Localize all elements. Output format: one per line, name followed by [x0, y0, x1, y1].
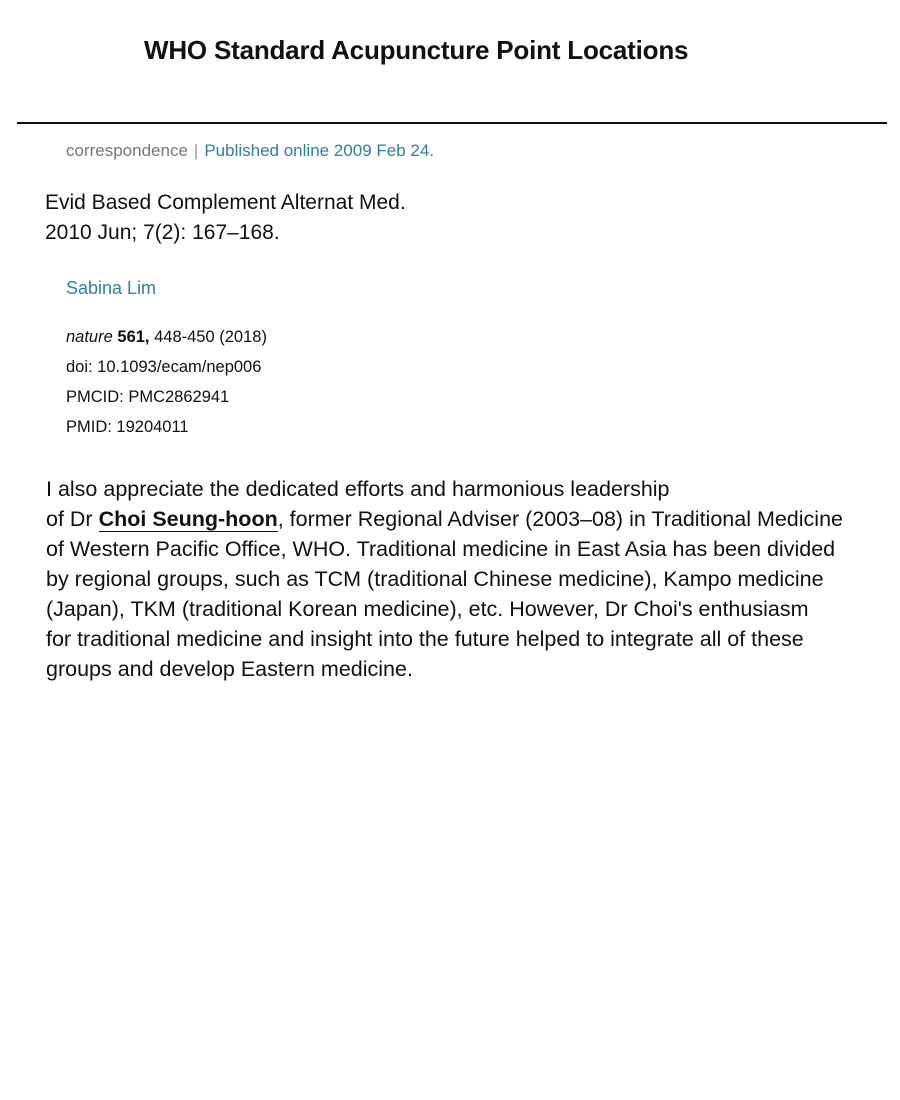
doi-text: doi: 10.1093/ecam/nep006 — [66, 358, 262, 376]
journal-issue: 2010 Jun; 7(2): 167–168. — [45, 221, 280, 244]
person-name-link[interactable]: Choi Seung-hoon — [98, 507, 278, 531]
journal-name: Evid Based Complement Alternat Med. — [45, 191, 406, 214]
header-divider — [17, 122, 887, 124]
body-paragraph — [46, 474, 856, 684]
author-link[interactable]: Sabina Lim — [66, 278, 157, 298]
citation-journal: nature — [66, 328, 113, 346]
body-line-suffix: , former Regional Adviser (2003–08) in Traditional Medicine — [277, 507, 843, 531]
body-line: for traditional medicine and insight into the future helped to integrate all of these — [46, 627, 804, 651]
body-line: by regional groups, such as TCM (traditional Chinese medicine), Kampo medicine — [46, 567, 824, 591]
citation-line — [66, 322, 267, 352]
citation-pages: 448-450 (2018) — [154, 328, 267, 346]
journal-citation — [45, 188, 406, 248]
body-line: (Japan), TKM (traditional Korean medicine), etc. However, Dr Choi's enthusiasm — [46, 597, 809, 621]
publication-date-link[interactable]: Published online 2009 Feb 24. — [204, 141, 435, 160]
body-line: I also appreciate the dedicated efforts and harmonious leadership — [46, 477, 670, 501]
article-type-label: correspondence — [66, 141, 188, 160]
article-meta — [66, 139, 434, 163]
body-line: groups and develop Eastern medicine. — [46, 657, 413, 681]
citation-volume: 561, — [117, 328, 150, 346]
body-line — [46, 504, 856, 534]
page-title: WHO Standard Acupuncture Point Locations — [144, 35, 689, 66]
article-identifiers — [66, 322, 267, 442]
body-line: of Western Pacific Office, WHO. Traditional medicine in East Asia has been divided — [46, 537, 836, 561]
body-line-prefix: of Dr — [46, 507, 99, 531]
pmid-text: PMID: 19204011 — [66, 418, 189, 436]
meta-separator: | — [193, 141, 199, 160]
pmcid-text: PMCID: PMC2862941 — [66, 388, 230, 406]
